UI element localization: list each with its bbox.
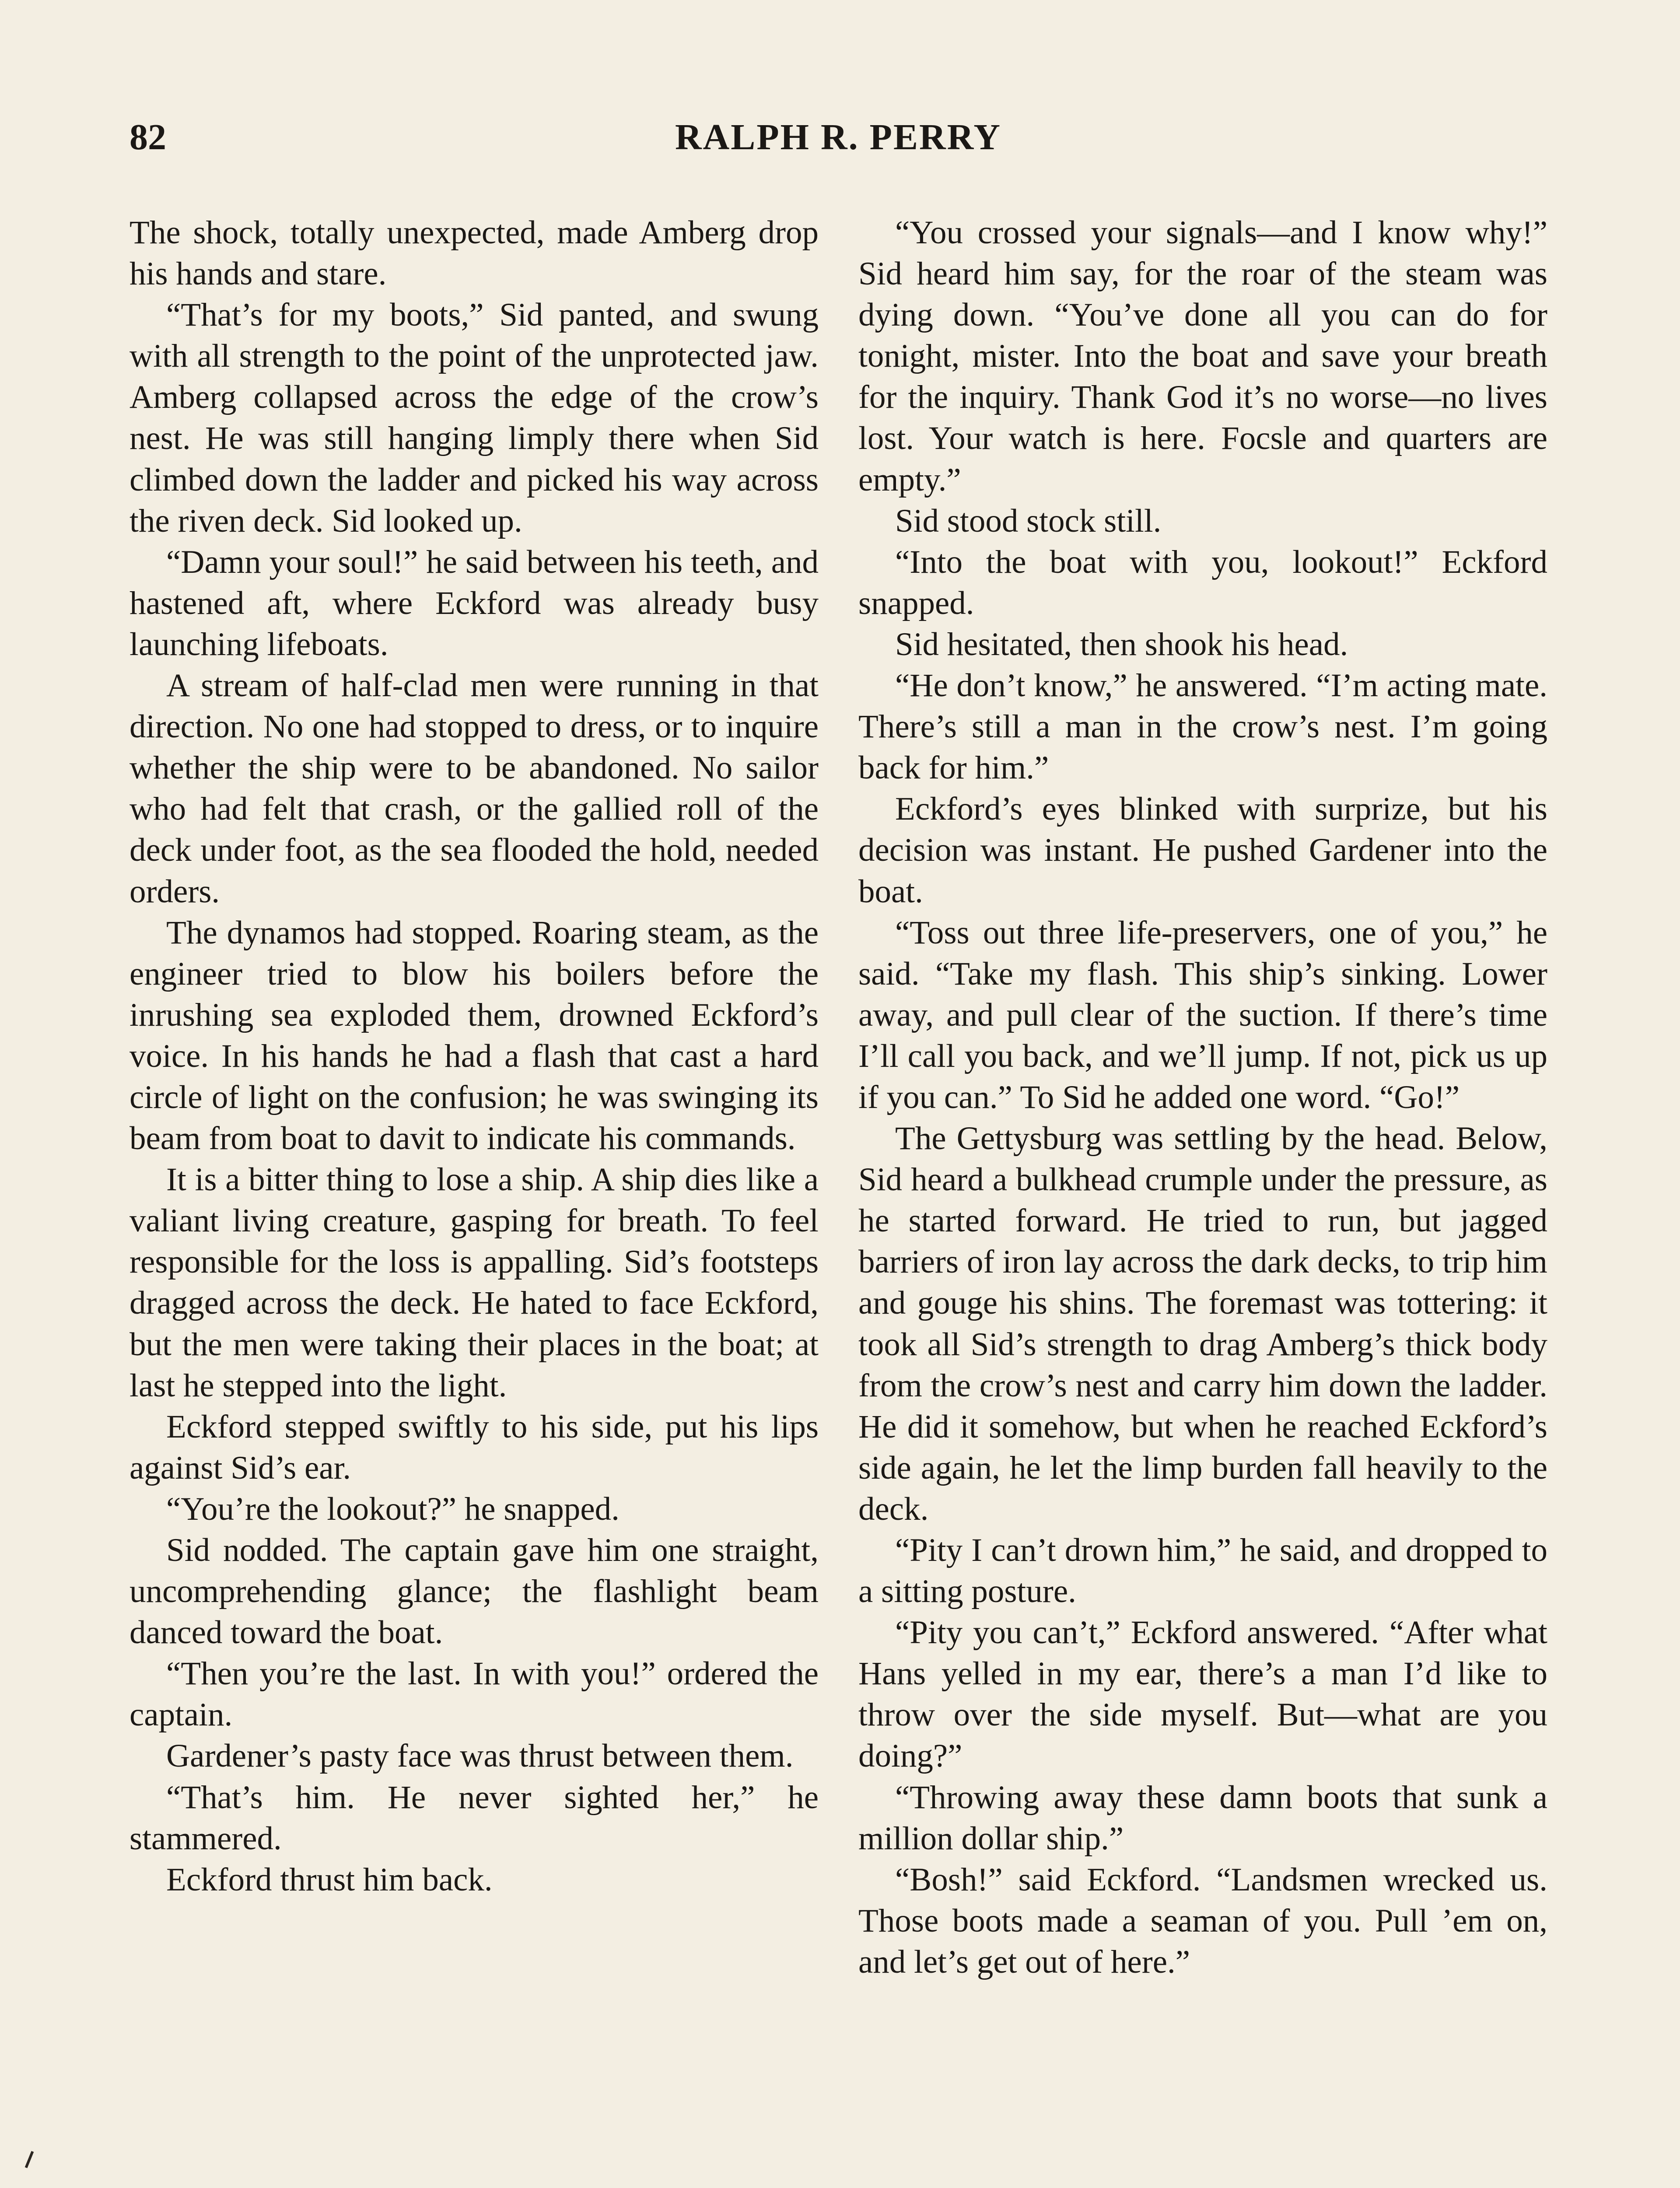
paragraph: “That’s him. He never sighted her,” he stammered. — [130, 1779, 819, 1857]
paragraph: Sid stood stock still. — [895, 502, 1162, 539]
paragraph: Eckford thrust him back. — [166, 1861, 493, 1898]
paragraph: It is a bitter thing to lose a ship. A ship dies like a valiant living creature, gasping for breath. To feel responsible for the loss is appalling. Sid’s footsteps dragged across the deck. He hated to face Eckford, but the men were taking their places in the boat; at last he stepped into the light. — [130, 1161, 819, 1404]
paragraph: “Then you’re the last. In with you!” ordered the captain. — [130, 1655, 819, 1733]
paragraph: “Throwing away these damn boots that sunk a million dollar ship.” — [858, 1779, 1547, 1857]
paragraph: “Bosh!” said Eckford. “Landsmen wrecked us. Those boots made a seaman of you. Pull ’em on, and let’s get out of here.” — [858, 1861, 1547, 1980]
paragraph: Eckford’s eyes blinked with surprize, but his decision was instant. He pushed Gardener into the boat. — [858, 791, 1547, 910]
paragraph: “Pity you can’t,” Eckford answered. “After what Hans yelled in my ear, there’s a man I’d like to throw over the side myself. But—what are you doing?” — [858, 1614, 1547, 1774]
paragraph: “You’re the lookout?” he snapped. — [166, 1490, 620, 1527]
paragraph: The Gettysburg was settling by the head. Below, Sid heard a bulkhead crumple under the pressure, as he started forward. He tried to run, but jagged barriers of iron lay across the dark decks, to trip him and gouge his shins. The foremast was tottering: it took all Sid’s strength to drag Amberg’s thick body from the crow’s nest and carry him down the ladder. He did it somehow, but when he reached Eckford’s side again, he let the limp burden fall heavily to the deck. — [858, 1120, 1547, 1527]
paragraph: “You crossed your signals—and I know why!” Sid heard him say, for the roar of the steam was dying down. “You’ve done all you can do for tonight, mister. Into the boat and save your breath for the inquiry. Thank God it’s no worse—no lives lost. Your watch is here. Focsle and quarters are empty.” — [858, 214, 1547, 498]
paragraph: “Toss out three life-preservers, one of you,” he said. “Take my flash. This ship’s sinking. Lower away, and pull clear of the suction. If there’s time I’ll call you back, and we’ll jump. If not, pick us up if you can.” To Sid he added one word. “Go!” — [858, 914, 1547, 1115]
paragraph: “He don’t know,” he answered. “I’m acting mate. There’s still a man in the crow’s nest. I’m going back for him.” — [858, 667, 1547, 786]
paragraph: Sid hesitated, then shook his head. — [895, 626, 1348, 663]
paragraph: The shock, totally unexpected, made Amberg drop his hands and stare. — [130, 214, 819, 292]
margin-pencil-mark — [25, 2151, 34, 2168]
right-text-column — [858, 212, 1547, 1983]
paragraph: “That’s for my boots,” Sid panted, and swung with all strength to the point of the unprotected jaw. Amberg collapsed across the edge of the crow’s nest. He was still hanging limply there when Sid climbed down the ladder and picked his way across the riven deck. Sid looked up. — [130, 297, 819, 539]
paragraph: “Pity I can’t drown him,” he said, and dropped to a sitting posture. — [858, 1532, 1547, 1610]
page-number: 82 — [130, 117, 166, 158]
page-header — [130, 116, 1547, 173]
paragraph: Gardener’s pasty face was thrust between them. — [166, 1738, 794, 1774]
paragraph: “Into the boat with you, lookout!” Eckford snapped. — [858, 543, 1547, 621]
paragraph: Sid nodded. The captain gave him one straight, uncomprehending glance; the flashlight beam danced toward the boat. — [130, 1532, 819, 1651]
paragraph: Eckford stepped swiftly to his side, put his lips against Sid’s ear. — [130, 1408, 819, 1486]
paragraph: “Damn your soul!” he said between his teeth, and hastened aft, where Eckford was already busy launching lifeboats. — [130, 543, 819, 663]
paragraph: A stream of half-clad men were running in that direction. No one had stopped to dress, or to inquire whether the ship were to be abandoned. No sailor who had felt that crash, or the gallied roll of the deck under foot, as the sea flooded the hold, needed orders. — [130, 667, 819, 910]
running-head-author: RALPH R. PERRY — [675, 117, 1002, 158]
paragraph: The dynamos had stopped. Roaring steam, as the engineer tried to blow his boilers before the inrushing sea exploded them, drowned Eckford’s voice. In his hands he had a flash that cast a hard circle of light on the confusion; he was swinging its beam from boat to davit to indicate his commands. — [130, 914, 819, 1157]
left-text-column — [130, 212, 819, 1900]
